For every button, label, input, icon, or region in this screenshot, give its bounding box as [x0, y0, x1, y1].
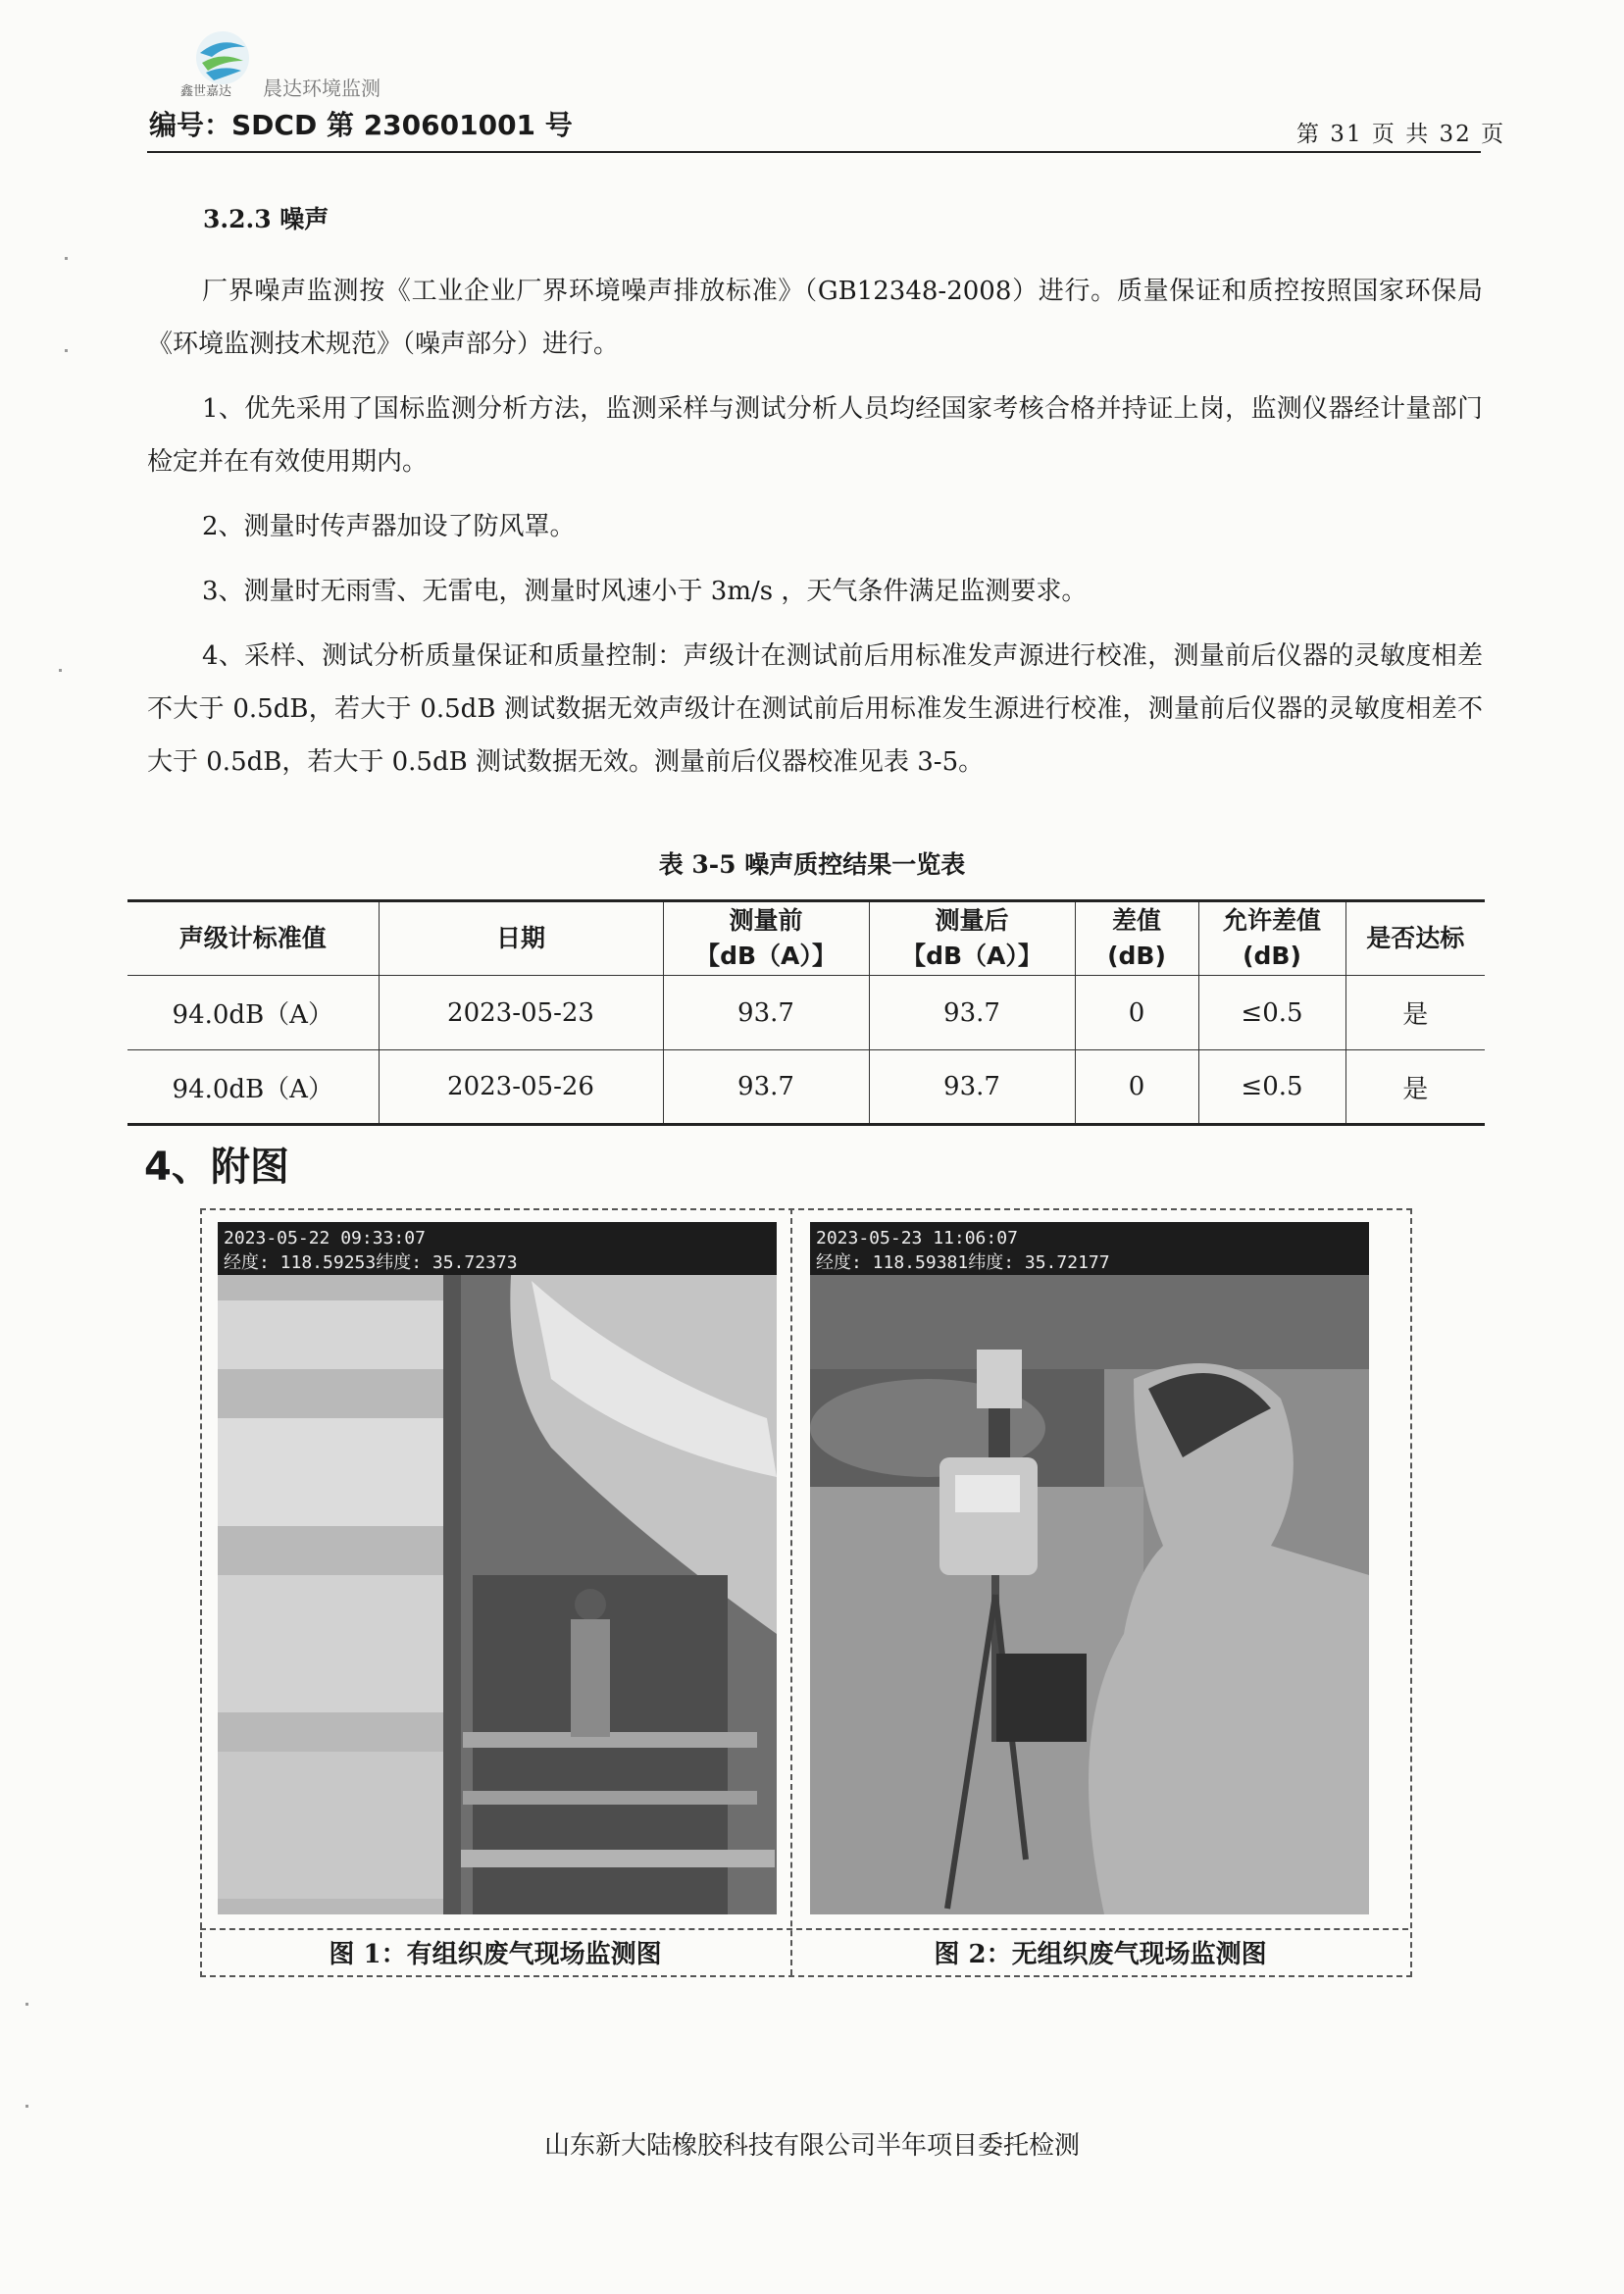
cell-difference: 0: [1075, 976, 1198, 1050]
figure-divider: [790, 1208, 792, 1975]
cell-date: 2023-05-23: [379, 976, 663, 1050]
scan-speck: [25, 2105, 28, 2108]
table-row: [127, 1050, 1485, 1125]
cell-after: 93.7: [869, 1050, 1075, 1125]
page-number: 第 31 页 共 32 页: [1296, 122, 1506, 147]
figure-2-caption: 图 2：无组织废气现场监测图: [934, 1940, 1267, 1969]
table-caption: 表 3-5 噪声质控结果一览表: [658, 850, 966, 879]
scan-speck: [65, 257, 68, 260]
col-header-compliant: 是否达标: [1366, 924, 1465, 952]
paragraph-item-2: 2、测量时传声器加设了防风罩。: [202, 512, 576, 541]
header-rule: [147, 151, 1481, 153]
cell-compliant: 是: [1402, 1074, 1429, 1104]
company-logo: [192, 27, 253, 88]
site-photo-2: [810, 1222, 1369, 1914]
cell-allowed-difference: ≤0.5: [1198, 1050, 1345, 1125]
section-heading-appendix: 4、附图: [144, 1145, 289, 1190]
cell-after: 93.7: [869, 976, 1075, 1050]
photo-1-timestamp: [218, 1222, 777, 1275]
paragraph-item-4: 4、采样、测试分析质量保证和质量控制：声级计在测试前后用标准发声源进行校准，测量前后仪器的灵敏度相差不大于 0.5dB，若大于 0.5dB 测试数据无效声级计在测试前后用标准发生源进行校准，测量前后仪器的灵敏度相差不大于 0.5dB，若大于 0.5dB 测试数据无效。测量前后仪器校准见表 3-5。: [147, 641, 1483, 777]
logo-caption: 鑫世嘉达: [180, 84, 232, 99]
section-heading-noise: 3.2.3 噪声: [203, 205, 330, 233]
photo-2-time: 2023-05-23 11:06:07: [816, 1228, 1018, 1249]
scan-speck: [65, 349, 68, 352]
cell-difference: 0: [1075, 1050, 1198, 1125]
noise-qc-table: [127, 899, 1485, 1126]
cell-date: 2023-05-26: [379, 1050, 663, 1125]
cell-standard-value: 94.0dB（A）: [127, 976, 379, 1050]
paragraph-item-3: 3、测量时无雨雪、无雷电，测量时风速小于 3m/s ，天气条件满足监测要求。: [202, 577, 1088, 606]
site-photo-1: [218, 1222, 777, 1914]
document-number: 编号：SDCD 第 230601001 号: [149, 109, 573, 141]
paragraph-intro: 厂界噪声监测按《工业企业厂界环境噪声排放标准》（GB12348-2008）进行。质量保证和质控按照国家环保局《环境监测技术规范》（噪声部分）进行。: [147, 277, 1483, 359]
caption-divider: [200, 1928, 1408, 1930]
col-header-before: 测量前 【dB（A）】: [663, 901, 869, 976]
photo-2-coords: 经度: 118.59381纬度: 35.72177: [816, 1252, 1110, 1273]
cell-standard-value: 94.0dB（A）: [127, 1050, 379, 1125]
scan-speck: [59, 669, 62, 672]
photo-1-time: 2023-05-22 09:33:07: [224, 1228, 426, 1249]
photo-2-timestamp: [810, 1222, 1369, 1275]
paragraph-item-1: 1、优先采用了国标监测分析方法，监测采样与测试分析人员均经国家考核合格并持证上岗，监测仪器经计量部门检定并在有效使用期内。: [147, 394, 1483, 477]
col-header-after: 测量后 【dB（A）】: [869, 901, 1075, 976]
page-footer: 山东新大陆橡胶科技有限公司半年项目委托检测: [543, 2131, 1080, 2161]
cell-compliant: 是: [1402, 1000, 1429, 1030]
cell-before: 93.7: [663, 976, 869, 1050]
col-header-allowed-difference: 允许差值 (dB): [1198, 901, 1345, 976]
cell-allowed-difference: ≤0.5: [1198, 976, 1345, 1050]
col-header-standard-value: 声级计标准值: [127, 901, 379, 976]
figure-1-caption: 图 1：有组织废气现场监测图: [329, 1940, 662, 1969]
col-header-difference: 差值 (dB): [1075, 901, 1198, 976]
logo-subtitle: 晨达环境监测: [263, 76, 381, 100]
scan-speck: [25, 2003, 28, 2006]
col-header-date: 日期: [379, 901, 663, 976]
cell-before: 93.7: [663, 1050, 869, 1125]
noise-paragraphs: [147, 265, 1483, 789]
table-header-row: [127, 901, 1485, 976]
photo-1-coords: 经度: 118.59253纬度: 35.72373: [224, 1252, 518, 1273]
table-row: [127, 976, 1485, 1050]
